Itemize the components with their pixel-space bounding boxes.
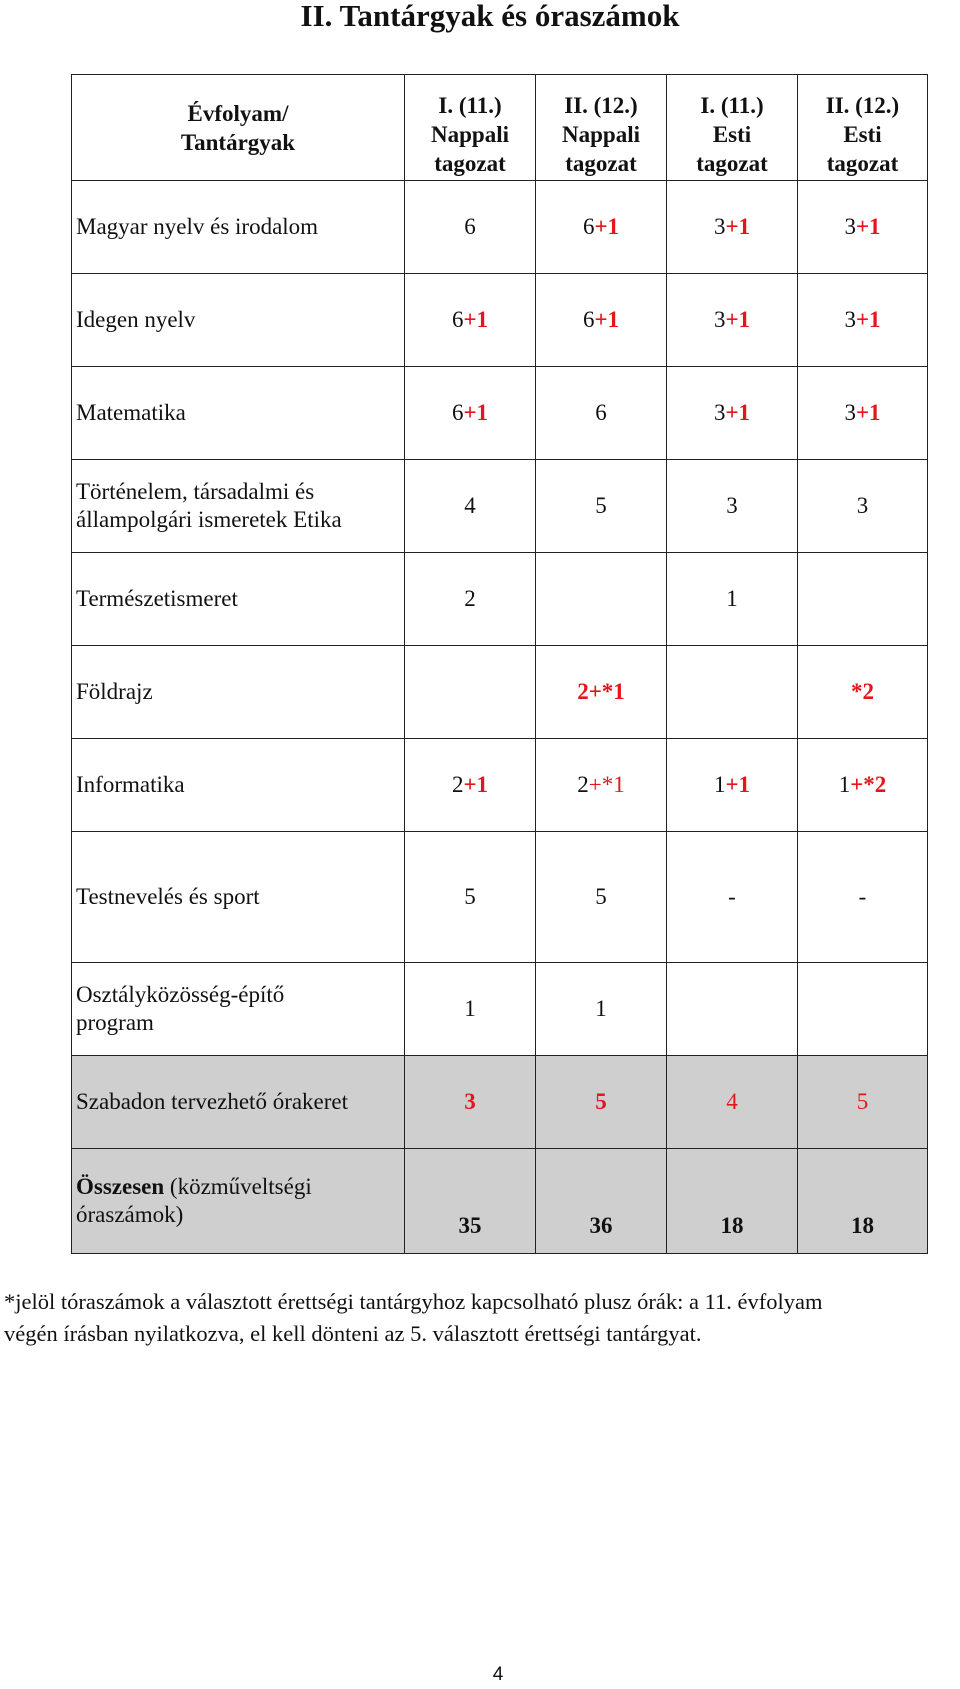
subject-cell: Történelem, társadalmi és állampolgári ismeretek Etika: [72, 460, 405, 553]
hours-cell: [798, 367, 928, 460]
column-header: I. (11.) Nappali tagozat: [405, 75, 536, 181]
hours-cell: [667, 739, 798, 832]
hours-value: 2+*1: [577, 679, 625, 704]
hours-value: +*1: [588, 772, 625, 797]
hours-value: +1: [855, 307, 881, 332]
hours-cell: [405, 1056, 536, 1149]
hours-value: +1: [594, 307, 620, 332]
hours-value: 6: [582, 307, 595, 332]
hours-value: 18: [851, 1213, 874, 1238]
table-row: [72, 739, 928, 832]
hours-cell: [798, 553, 928, 646]
hours-cell: [405, 832, 536, 963]
hours-value: 5: [464, 884, 476, 909]
table-row: [72, 1149, 928, 1254]
hours-value: 35: [458, 1213, 482, 1238]
hours-cell: [667, 553, 798, 646]
hours-cell: [405, 367, 536, 460]
table-row: [72, 367, 928, 460]
column-header: II. (12.) Esti tagozat: [798, 75, 928, 181]
hours-cell: [536, 460, 667, 553]
table-row: [72, 646, 928, 739]
hours-cell: [667, 963, 798, 1056]
hours-value: 36: [589, 1213, 613, 1238]
hours-value: 3: [713, 214, 726, 239]
table-row: [72, 963, 928, 1056]
hours-cell: [667, 274, 798, 367]
hours-cell: [536, 367, 667, 460]
hours-cell: [405, 460, 536, 553]
table-row: [72, 1056, 928, 1149]
hours-cell: [536, 1149, 667, 1254]
hours-cell: [536, 181, 667, 274]
hours-value: +*2: [850, 772, 887, 797]
hours-value: 3: [726, 493, 738, 518]
column-header: I. (11.) Esti tagozat: [667, 75, 798, 181]
hours-cell: [667, 832, 798, 963]
table-body: [72, 181, 928, 1254]
hours-cell: [405, 1149, 536, 1254]
hours-cell: [798, 963, 928, 1056]
hours-value: 6: [451, 400, 464, 425]
hours-cell: [405, 646, 536, 739]
hours-value: +1: [725, 307, 751, 332]
subject-cell: Matematika: [72, 367, 405, 460]
hours-value: +1: [594, 214, 620, 239]
hours-cell: [536, 274, 667, 367]
hours-cell: [405, 963, 536, 1056]
hours-value: +1: [855, 214, 881, 239]
hours-cell: [798, 1056, 928, 1149]
hours-value: +1: [463, 772, 489, 797]
subject-cell: Idegen nyelv: [72, 274, 405, 367]
hours-value: 2: [577, 772, 589, 797]
subject-cell: Természetismeret: [72, 553, 405, 646]
hours-cell: [798, 646, 928, 739]
hours-value: 5: [595, 1089, 607, 1114]
hours-value: +1: [463, 307, 489, 332]
hours-value: 6: [582, 214, 595, 239]
hours-cell: [798, 1149, 928, 1254]
header-corner-cell: Évfolyam/ Tantárgyak: [72, 75, 405, 181]
page-title: II. Tantárgyak és óraszámok: [300, 0, 680, 33]
hours-cell: [405, 553, 536, 646]
hours-cell: [667, 646, 798, 739]
hours-cell: [798, 832, 928, 963]
column-header: II. (12.) Nappali tagozat: [536, 75, 667, 181]
table-row: [72, 181, 928, 274]
hours-value: 2: [451, 772, 464, 797]
subject-cell: Osztályközösség-építő program: [72, 963, 405, 1056]
table-header-row: [72, 75, 928, 181]
hours-cell: [798, 274, 928, 367]
hours-value: 2: [464, 586, 476, 611]
hours-cell: [536, 963, 667, 1056]
hours-cell: [536, 739, 667, 832]
table-row: [72, 553, 928, 646]
hours-value: 3: [464, 1089, 476, 1114]
subject-cell: Informatika: [72, 739, 405, 832]
hours-value: 6: [451, 307, 464, 332]
hours-cell: [798, 739, 928, 832]
hours-value: 3: [844, 400, 856, 425]
hours-cell: [798, 460, 928, 553]
hours-value: 3: [844, 307, 856, 332]
hours-value: +1: [463, 400, 489, 425]
hours-value: 1: [595, 996, 607, 1021]
hours-value: +1: [725, 400, 751, 425]
hours-value: 5: [595, 884, 607, 909]
hours-value: 3: [856, 493, 869, 518]
hours-cell: [667, 1149, 798, 1254]
hours-value: 3: [713, 307, 726, 332]
table-row: [72, 460, 928, 553]
hours-cell: [536, 1056, 667, 1149]
hours-cell: [667, 460, 798, 553]
hours-cell: [405, 739, 536, 832]
hours-value: 6: [595, 400, 607, 425]
hours-value: 18: [720, 1213, 744, 1238]
hours-cell: [798, 181, 928, 274]
hours-value: -: [858, 884, 867, 909]
hours-value: 4: [726, 1089, 738, 1114]
subject-cell: Testnevelés és sport: [72, 832, 405, 963]
hours-cell: [667, 1056, 798, 1149]
hours-value: +1: [855, 400, 881, 425]
hours-value: 6: [464, 214, 476, 239]
hours-cell: [405, 181, 536, 274]
hours-cell: [536, 553, 667, 646]
table-row: [72, 274, 928, 367]
hours-value: 1: [726, 586, 738, 611]
page-number: 4: [492, 1664, 504, 1685]
hours-cell: [667, 367, 798, 460]
table-row: [72, 832, 928, 963]
hours-value: 5: [595, 493, 607, 518]
hours-cell: [536, 832, 667, 963]
footnote: *jelöl tóraszámok a választott érettségi tantárgyhoz kapcsolható plusz órák: a 11. évfolyam végén írásban nyilatkozva, el kell dönteni az 5. választott érettségi tantárgyat.: [4, 1289, 823, 1346]
subject-cell: Szabadon tervezhető órakeret: [72, 1056, 405, 1149]
subject-cell: Magyar nyelv és irodalom: [72, 181, 405, 274]
hours-value: 5: [856, 1089, 869, 1114]
hours-value: 1: [838, 772, 851, 797]
hours-value: 1: [464, 996, 476, 1021]
hours-cell: [536, 646, 667, 739]
hours-value: 3: [844, 214, 856, 239]
hours-value: 1: [713, 772, 726, 797]
hours-value: +1: [725, 214, 751, 239]
hours-value: -: [728, 884, 736, 909]
hours-value: 4: [464, 493, 476, 518]
hours-cell: [667, 181, 798, 274]
subject-cell: Összesen (közműveltségi óraszámok): [72, 1149, 405, 1254]
subject-cell: Földrajz: [72, 646, 405, 739]
hours-value: +1: [725, 772, 751, 797]
hours-value: 3: [713, 400, 726, 425]
hours-value: *2: [851, 679, 874, 704]
subjects-hours-table: [71, 74, 928, 1254]
hours-cell: [405, 274, 536, 367]
